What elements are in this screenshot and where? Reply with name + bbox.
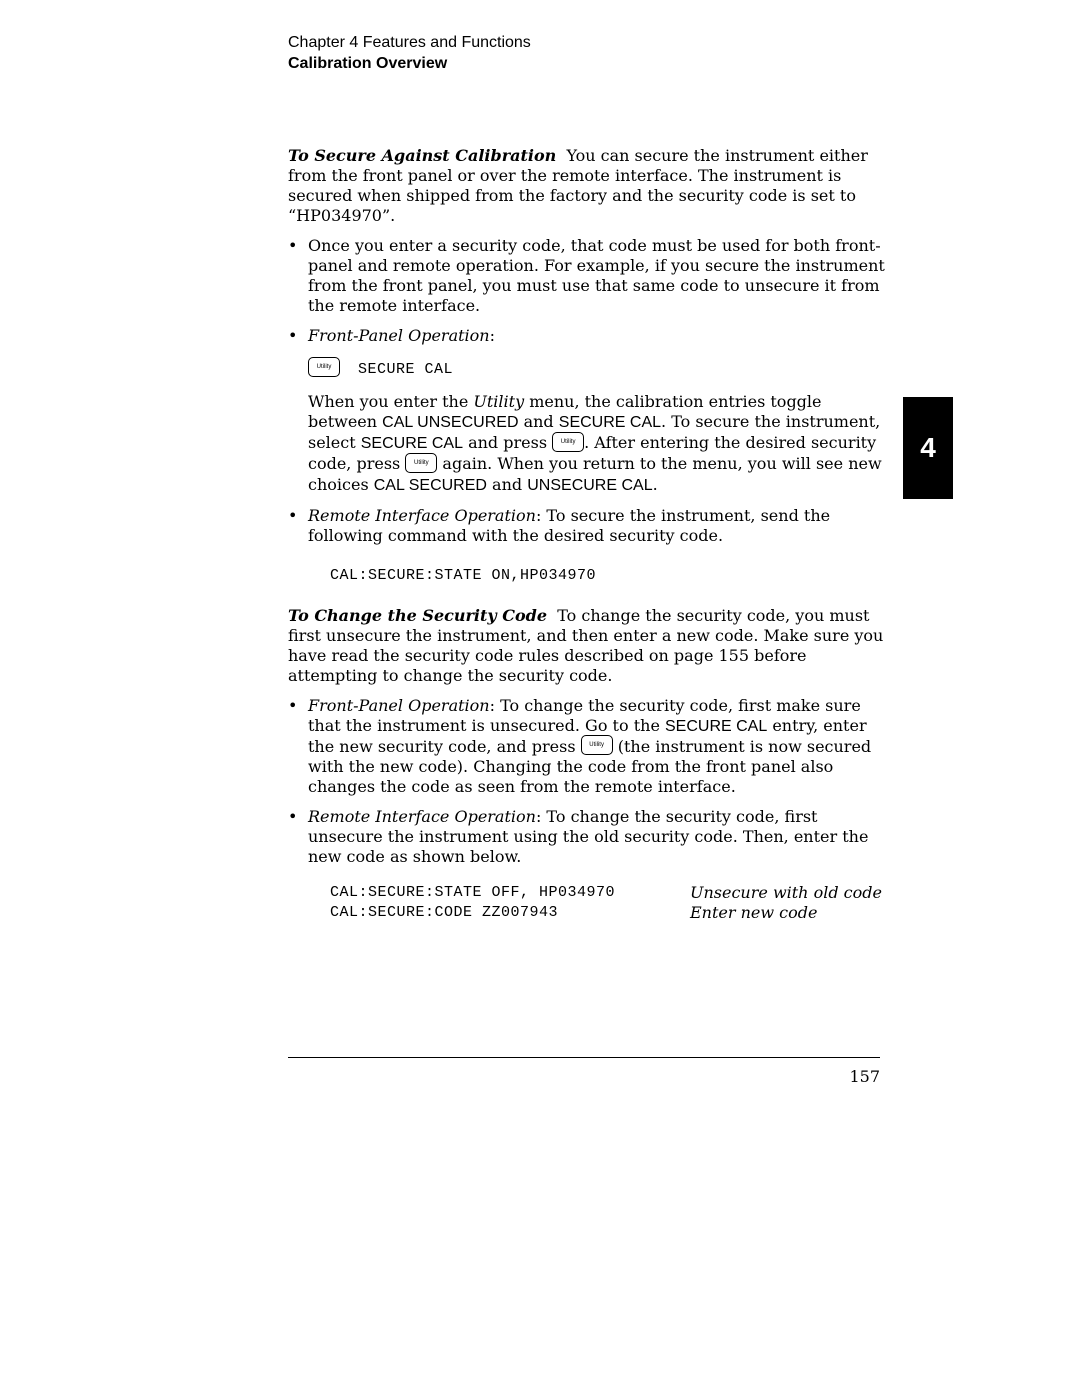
note-cell: Unsecure with old code [690, 883, 882, 902]
bullet-icon: • [288, 807, 298, 826]
front-panel-sequence [308, 358, 888, 378]
front-panel-colon: : [489, 326, 495, 345]
desc-text: . [652, 474, 658, 494]
list-item [288, 236, 888, 316]
list-item [288, 696, 888, 798]
desc-text: menu, the calibration entries toggle between [308, 392, 822, 431]
desc-text: and [518, 412, 559, 431]
secure-heading: To Secure Against Calibration [288, 146, 557, 165]
desc-display: SECURE CAL [558, 414, 662, 431]
remote-label: Remote Interface Operation [308, 505, 536, 525]
bullet-icon: • [288, 326, 298, 345]
desc-text: and press [463, 433, 553, 452]
front-panel-label: Front-Panel Operation [308, 326, 490, 345]
change-intro-text: To change the security code, you must first unsecure the instrument, and then enter a new code. Make sure you have read the security code rules described on page 155 before attempting to change the security code. [288, 605, 884, 685]
utility-key-button[interactable]: Utility [552, 432, 584, 452]
desc-text: and [486, 474, 528, 494]
command-cell: CAL:SECURE:STATE OFF, HP034970 [330, 884, 616, 901]
list-item [288, 807, 888, 867]
secure-intro [288, 146, 888, 226]
chapter-tab: 4 [903, 397, 953, 499]
display-text: SECURE CAL [358, 361, 454, 378]
table-row [330, 903, 888, 923]
desc-display: SECURE CAL [360, 435, 463, 452]
desc-display: UNSECURE CAL [527, 476, 653, 494]
remote-text: : To change the security code, first unsecure the instrument using the old security code. Then, enter the new code as shown below. [308, 807, 869, 866]
desc-text: again. When you return to the menu, you will see new choices [308, 454, 882, 494]
desc-text: . After entering the desired security code, press [308, 433, 877, 473]
front-panel-description [308, 392, 888, 496]
bullet-icon: • [288, 236, 298, 255]
fp-text: : To change the security code, first make sure that the instrument is unsecured. Go to the [308, 695, 861, 735]
page-number: 157 [849, 1067, 880, 1086]
fp-display: SECURE CAL [665, 717, 768, 735]
desc-text: When you enter the [308, 392, 474, 411]
command-table [288, 883, 888, 923]
utility-key-button[interactable]: Utility [308, 357, 340, 377]
bullet-icon: • [288, 695, 298, 715]
utility-key-button[interactable]: Utility [581, 735, 613, 755]
fp-text: (the instrument is now secured with the new code). Changing the code from the front panel also changes the code as seen from the remote interface. [308, 736, 872, 796]
utility-key-button[interactable]: Utility [405, 453, 437, 473]
change-heading: To Change the Security Code [288, 605, 548, 625]
desc-display: CAL UNSECURED [382, 414, 519, 431]
remote-text: : To secure the instrument, send the following command with the desired security code. [308, 505, 831, 545]
chapter-title: Chapter 4 Features and Functions [288, 34, 531, 51]
desc-display: CAL SECURED [373, 476, 487, 494]
list-item [288, 506, 888, 546]
secure-intro-text: You can secure the instrument either from the front panel or over the remote interface. The instrument is secured when shipped from the factory and the security code is set to “HP034970”. [288, 146, 868, 225]
page-header [288, 32, 531, 74]
desc-utility: Utility [473, 392, 525, 411]
bullet-text: Once you enter a security code, that code must be used for both front-panel and remote operation. For example, if you secure the instrument from the front panel, you must use that same code to unsecure it from the remote interface. [308, 236, 885, 315]
section-title: Calibration Overview [288, 55, 448, 72]
change-intro [288, 606, 888, 686]
note-cell: Enter new code [690, 903, 818, 922]
fp-text: entry, enter the new security code, and press [308, 715, 867, 756]
front-panel-label: Front-Panel Operation [308, 695, 490, 715]
bullet-icon: • [288, 505, 298, 525]
footer-rule [288, 1057, 880, 1058]
remote-label: Remote Interface Operation [308, 807, 536, 826]
table-row [330, 883, 888, 903]
desc-text: . To secure the instrument, select [308, 412, 881, 452]
command-cell: CAL:SECURE:CODE ZZ007943 [330, 904, 559, 921]
command-line: CAL:SECURE:STATE ON,HP034970 [330, 566, 597, 584]
list-item [288, 326, 888, 346]
main-content [288, 146, 888, 923]
